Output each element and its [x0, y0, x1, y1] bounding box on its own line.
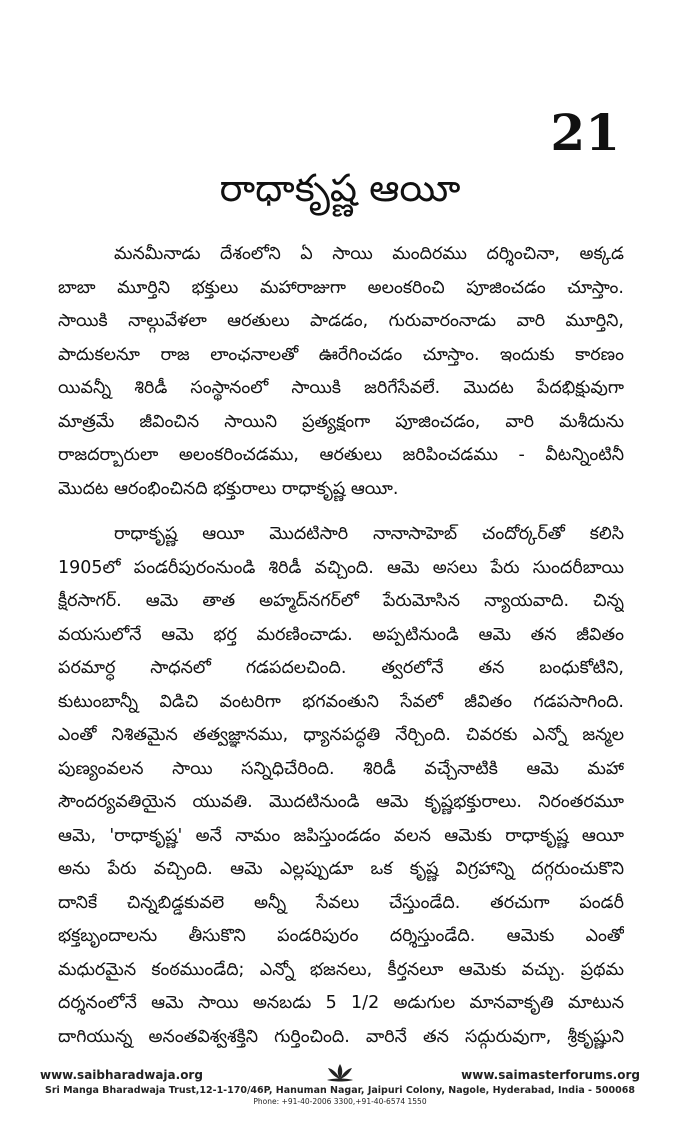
text-line: కుటుంబాన్నీ విడిచి వంటరిగా భగవంతుని సేవలో జీవితం గడపసాగింది.: [58, 691, 624, 712]
footer-phone: Phone: +91-40-2006 3300,+91-40-6574 1550: [253, 1097, 427, 1106]
text-line: మొదట ఆరంభించినది భక్తురాలు రాధాకృష్ణ ఆయీ.: [58, 478, 399, 499]
text-line: 1905లో పండరీపురంనుండి శిరిడీ వచ్చింది. ఆమె అసలు పేరు సుందరీబాయి: [58, 557, 624, 578]
text-line: పుణ్యంవలన సాయి సన్నిధిచేరింది. శిరిడీ వచ్చేనాటికి ఆమె మహా: [58, 758, 624, 779]
text-line: యివన్నీ శిరిడీ సంస్థానంలో సాయికి జరిగేసేవలే. మొదట పేదభిక్షువుగా: [58, 378, 624, 398]
text-line: వయసులోనే ఆమె భర్త మరణించాడు. అప్పటినుండి ఆమె తన జీవితం: [58, 624, 624, 645]
footer-website-link[interactable]: www.saibharadwaja.org: [40, 1068, 203, 1082]
text-line: అను పేరు వచ్చింది. ఆమె ఎల్లప్పుడూ ఒక కృష్ణ విగ్రహాన్ని దగ్గరుంచుకొని: [58, 859, 624, 879]
paragraph-2: [58, 518, 624, 1054]
lotus-emblem-icon: [323, 1062, 357, 1084]
text-line: మాత్రమే జీవించిన సాయిని ప్రత్యక్షంగా పూజించడం, వారి మశీదును: [58, 411, 624, 432]
footer-forum-link[interactable]: www.saimasterforums.org: [461, 1068, 640, 1082]
footer-address: Sri Manga Bharadwaja Trust,12-1-170/46P, Hanuman Nagar, Jaipuri Colony, Nagole, Hyderabad, India - 500068: [45, 1085, 635, 1096]
text-line: రాధాకృష్ణ ఆయీ మొదటిసారి నానాసాహెబ్ చందోర్కర్‌తో కలిసి: [114, 524, 624, 544]
text-line: సాయికి నాల్గువేళలా ఆరతులు పాడడం, గురువారంనాడు వారి మూర్తిని,: [58, 311, 624, 331]
text-line: దర్శనంలోనే ఆమె సాయి అనబడు 5 1/2 అడుగుల మానవాకృతి మాటున: [58, 993, 624, 1013]
text-line: ఎంతో నిశితమైన తత్వజ్ఞానము, ధ్యానపద్ధతి నేర్చింది. చివరకు ఎన్నో జన్మల: [58, 725, 624, 745]
text-line: దాగియున్న అనంతవిశ్వశక్తిని గుర్తించింది. వారినే తన సద్గురువుగా, శ్రీకృష్ణుని: [58, 1026, 624, 1047]
chapter-title: రాధాకృష్ణ ఆయీ: [219, 166, 461, 210]
paragraph-1: [58, 238, 624, 506]
chapter-number: 21: [550, 103, 620, 162]
text-line: సౌందర్యవతియైన యువతి. మొదటినుండి ఆమె కృష్ణభక్తురాలు. నిరంతరమూ: [58, 792, 624, 812]
text-line: దానికే చిన్నబిడ్డకువలె అన్నీ సేవలు చేస్తుండేది. తరచుగా పండరీ: [58, 892, 624, 913]
text-line: పరమార్ధ సాధనలో గడపదలచింది. త్వరలోనే తన బంధుకోటిని,: [58, 658, 624, 678]
text-line: బాబా మూర్తిని భక్తులు మహారాజుగా అలంకరించి పూజించడం చూస్తాం.: [58, 277, 624, 298]
text-line: మధురమైన కంఠముండేది; ఎన్నో భజనలు, కీర్తనలూ ఆమెకు వచ్చు. ప్రథమ: [58, 959, 624, 980]
text-line: పాదుకలనూ రాజ లాంఛనాలతో ఊరేగించడం చూస్తాం. ఇందుకు కారణం: [58, 344, 624, 365]
text-line: భక్తబృందాలను తీసుకొని పండరిపురం దర్శిస్తుండేది. ఆమెకు ఎంతో: [58, 926, 624, 946]
text-line: మనమీనాడు దేశంలోని ఏ సాయి మందిరము దర్శించినా, అక్కడ: [114, 244, 624, 264]
page-footer: [40, 1068, 640, 1107]
text-line: క్షీరసాగర్. ఆమె తాత అహ్మద్‌నగర్‌లో పేరుమోసిన న్యాయవాది. చిన్న: [58, 591, 624, 611]
text-line: ఆమె, 'రాధాకృష్ణ' అనే నామం జపిస్తుండడం వలన ఆమెకు రాధాకృష్ణ ఆయీ: [58, 825, 624, 846]
text-line: రాజదర్బారులా అలంకరించడము, ఆరతులు జరిపించడము - వీటన్నింటినీ: [58, 445, 624, 465]
